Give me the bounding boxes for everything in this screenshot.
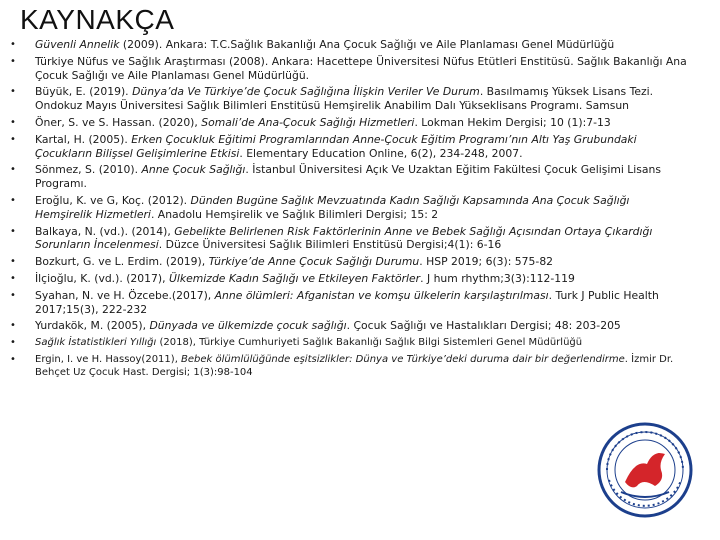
- reference-item: [0, 116, 720, 130]
- reference-authors: Ergin, I. ve H. Hassoy(2011),: [35, 353, 182, 365]
- reference-authors: Sönmez, S. (2010).: [35, 163, 142, 177]
- reference-item: [0, 225, 720, 253]
- reference-item: [0, 38, 720, 52]
- reference-source: . Anadolu Hemşirelik ve Sağlık Bilimleri Dergisi; 15: 2: [150, 207, 439, 221]
- reference-source: . Çocuk Sağlığı ve Hastalıkları Dergisi; 48: 203-205: [346, 319, 621, 333]
- reference-title: Güvenli Annelik: [35, 38, 123, 51]
- reference-authors: Syahan, N. ve H. Özcebe.(2017),: [35, 288, 215, 302]
- bullet-icon: •: [10, 272, 16, 284]
- bullet-icon: •: [10, 337, 16, 349]
- reference-title: Gebelikte Belirlenen Risk Faktörlerinin Anne ve Bebek Sağlığı Açısından Ortaya Çıkardığı Sorunların İncelenmesi: [35, 224, 653, 252]
- reference-source: . Lokman Hekim Dergisi; 10 (1):7-13: [414, 115, 611, 129]
- reference-authors: Balkaya, N. (vd.). (2014),: [35, 224, 175, 238]
- reference-authors: Eroğlu, K. ve G, Koç. (2012).: [35, 193, 191, 207]
- reference-title: Somali’de Ana-Çocuk Sağlığı Hizmetleri: [201, 115, 415, 129]
- reference-source: . Düzce Üniversitesi Sağlık Bilimleri Enstitüsü Dergisi;4(1): 6-16: [158, 238, 502, 252]
- reference-authors: Kartal, H. (2005).: [35, 132, 132, 146]
- reference-item: [0, 289, 720, 317]
- bullet-icon: •: [10, 55, 16, 67]
- reference-source: . İzmir Dr. Behçet Uz Çocuk Hast. Dergisi; 1(3):98-104: [35, 353, 674, 379]
- bullet-icon: •: [10, 194, 16, 206]
- bullet-icon: •: [10, 256, 16, 268]
- reference-title: Anne ölümleri: Afganistan ve komşu ülkelerin karşılaştırılması: [214, 288, 549, 302]
- reference-title: Erken Çocukluk Eğitimi Programlarından Anne-Çocuk Eğitim Programı’nın Altı Yaş Grubundaki Çocukların Bilişsel Gelişimlerine Etkisi: [35, 132, 637, 160]
- page-title: KAYNAKÇA: [20, 4, 175, 35]
- bullet-icon: •: [10, 289, 16, 301]
- bullet-icon: •: [10, 116, 16, 128]
- reference-item: [0, 133, 720, 161]
- reference-title: Dünyada ve ülkemizde çocuk sağlığı: [149, 319, 347, 333]
- reference-item: [0, 85, 720, 113]
- reference-source: . J hum rhythm;3(3):112-119: [420, 271, 575, 285]
- reference-authors: Yurdakök, M. (2005),: [35, 319, 150, 333]
- reference-title: Bebek ölümlülüğünde eşitsizlikler: Dünya ve Türkiye’deki duruma dair bir değerlendirme: [181, 353, 625, 365]
- reference-title: Dünya’da Ve Türkiye’de Çocuk Sağlığına İlişkin Veriler Ve Durum: [132, 85, 480, 99]
- reference-item: [0, 336, 720, 350]
- bullet-icon: •: [10, 86, 16, 98]
- university-emblem-icon: [595, 420, 695, 520]
- reference-authors: İlçioğlu, K. (vd.). (2017),: [35, 271, 169, 285]
- reference-source: (2018), Türkiye Cumhuriyeti Sağlık Bakanlığı Sağlık Bilgi Sistemleri Genel Müdürlüğü: [159, 337, 583, 349]
- reference-title: Sağlık İstatistikleri Yıllığı: [35, 337, 160, 349]
- reference-source: . İstanbul Üniversitesi Açık Ve Uzaktan Eğitim Fakültesi Çocuk Gelişimi Lisans Programı.: [35, 163, 661, 191]
- reference-item: [0, 55, 720, 83]
- bullet-icon: •: [10, 320, 16, 332]
- bullet-icon: •: [10, 353, 16, 365]
- reference-item: [0, 353, 720, 380]
- reference-title: Dünden Bugüne Sağlık Mevzuatında Kadın Sağlığı Kapsamında Ana Çocuk Sağlığı Hemşirelik Hizmetleri: [35, 193, 630, 221]
- reference-item: [0, 319, 720, 333]
- bullet-icon: •: [10, 164, 16, 176]
- reference-title: Anne Çocuk Sağlığı: [141, 163, 246, 177]
- reference-source: . HSP 2019; 6(3): 575-82: [419, 255, 554, 269]
- reference-item: [0, 163, 720, 191]
- reference-title: Türkiye’de Anne Çocuk Sağlığı Durumu: [208, 255, 420, 269]
- bullet-icon: •: [10, 225, 16, 237]
- reference-title: Ülkemizde Kadın Sağlığı ve Etkileyen Faktörler: [168, 271, 421, 285]
- reference-source: . Elementary Education Online, 6(2), 234-248, 2007.: [239, 146, 523, 160]
- reference-source: (2009). Ankara: T.C.Sağlık Bakanlığı Ana Çocuk Sağlığı ve Aile Planlaması Genel Müdürlüğü: [122, 38, 615, 51]
- reference-item: [0, 272, 720, 286]
- reference-item: [0, 194, 720, 222]
- reference-authors: Büyük, E. (2019).: [35, 85, 133, 99]
- bullet-icon: •: [10, 39, 16, 50]
- reference-authors: Öner, S. ve S. Hassan. (2020),: [35, 115, 202, 129]
- reference-item: [0, 255, 720, 269]
- reference-source: . Turk J Public Health 2017;15(3), 222-232: [35, 288, 659, 316]
- reference-source: . Basılmamış Yüksek Lisans Tezi. Ondokuz Mayıs Üniversitesi Sağlık Bilimleri Enstitüsü Hemşirelik Anabilim Dalı Yükseklisans Programı. Samsun: [35, 85, 654, 113]
- bullet-icon: •: [10, 133, 16, 145]
- reference-list: [0, 38, 720, 383]
- reference-authors: Türkiye Nüfus ve Sağlık Araştırması (2008). Ankara: Hacettepe Üniversitesi Nüfus Etütleri Enstitüsü. Sağlık Bakanlığı Ana Çocuk Sağlığı ve Aile Planlaması Genel Müdürlüğü.: [35, 54, 687, 82]
- reference-authors: Bozkurt, G. ve L. Erdim. (2019),: [35, 255, 209, 269]
